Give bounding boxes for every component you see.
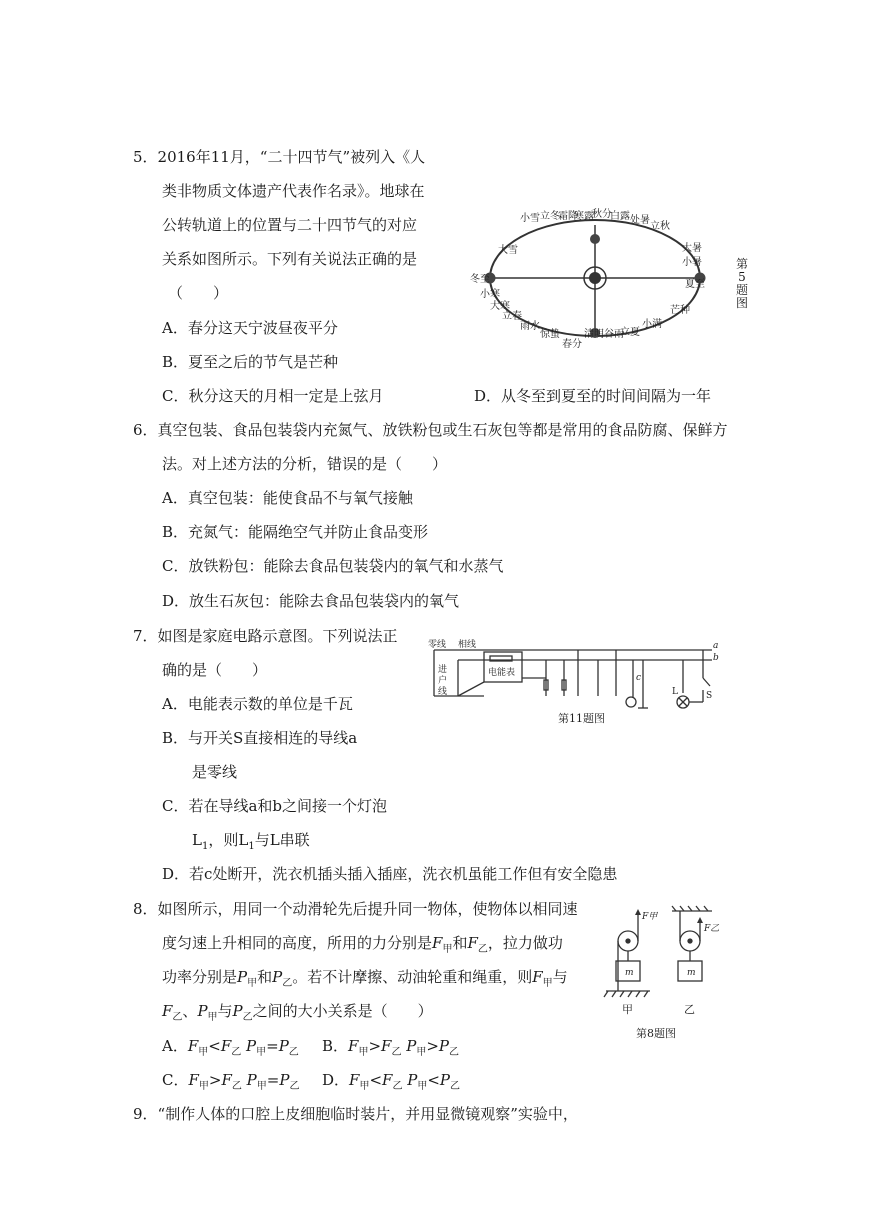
q8-option-b: B．$F_甲>F_乙$ $P_甲>P_乙$ — [322, 1037, 459, 1058]
label-force-yi: F乙 — [704, 924, 720, 934]
term-label: 秋分 — [592, 209, 612, 220]
term-label: 白露 — [610, 211, 630, 222]
q8-option-d: D．$F_甲<F_乙$ $P_甲<P_乙$ — [322, 1071, 460, 1092]
label-neutral: 零线 — [428, 640, 447, 650]
label-c: c — [636, 673, 642, 683]
label-a: a — [713, 641, 719, 651]
q6-line-1: 6．真空包装、食品包装袋内充氮气、放铁粉包或生石灰包等都是常用的食品防腐、保鲜方 — [133, 421, 728, 439]
q5-line-3: 公转轨道上的位置与二十四节气的对应 — [162, 216, 418, 234]
term-label: 大寒 — [490, 301, 510, 312]
q8-line-1: 8．如图所示，用同一个动滑轮先后提升同一物体，使物体以相同速 — [133, 900, 578, 918]
q7-option-d: D．若c处断开，洗衣机插头插入插座，洗衣机虽能工作但有安全隐患 — [162, 865, 618, 883]
label-meter: 电能表 — [488, 668, 516, 678]
label-b: b — [713, 653, 719, 663]
term-label: 立春 — [502, 311, 522, 322]
q8-line-3: 功率分别是$P_甲$和$P_乙$。若不计摩擦、动油轮重和绳重，则$F_甲$与 — [162, 968, 568, 989]
term-label: 立冬 — [540, 211, 560, 222]
term-label: 处暑 — [630, 215, 650, 226]
q8-line-2: 度匀速上升相同的高度，所用的力分别是$F_甲$和$F_乙$，拉力做功 — [162, 934, 563, 955]
q7-line-2: 确的是（ ） — [162, 661, 268, 679]
term-label: 小雪 — [520, 213, 540, 224]
term-label: 清明 — [584, 329, 604, 340]
q9-line-1: 9．“制作人体的口腔上皮细胞临时装片，并用显微镜观察”实验中， — [133, 1105, 578, 1123]
q5-option-c: C．秋分这天的月相一定是上弦月 — [162, 387, 384, 405]
q5-option-a: A．春分这天宁波昼夜平分 — [162, 319, 338, 337]
q8-line-4: $F_乙$、$P_甲$与$P_乙$之间的大小关系是（ ） — [162, 1002, 433, 1023]
label-incoming-2: 户 — [438, 676, 448, 686]
q7-circuit-figure — [428, 638, 718, 726]
term-label: 小满 — [642, 319, 662, 330]
q8-pulley-figure — [600, 905, 740, 1045]
q8-option-a: A．$F_甲<F_乙$ $P_甲=P_乙$ — [162, 1037, 299, 1058]
q7-option-b-1: B．与开关S直接相连的导线a — [162, 729, 358, 747]
label-l: L — [672, 687, 678, 697]
q5-line-4: 关系如图所示。下列有关说法正确的是 — [162, 250, 418, 268]
q5-line-2: 类非物质文体遗产代表作名录》。地球在 — [162, 182, 425, 200]
q5-option-d: D．从冬至到夏至的时间间隔为一年 — [474, 387, 712, 405]
q8-option-c: C．$F_甲>F_乙$ $P_甲=P_乙$ — [162, 1071, 300, 1092]
label-incoming-3: 线 — [438, 687, 448, 697]
term-label: 小暑 — [682, 257, 702, 268]
term-label: 春分 — [562, 339, 582, 350]
label-force-jia: F甲 — [642, 912, 658, 922]
term-label: 惊蛰 — [540, 329, 560, 340]
label-mass-jia: m — [625, 968, 634, 978]
term-label: 谷雨 — [604, 329, 624, 340]
term-label: 霜降 — [558, 211, 578, 222]
term-label: 芒种 — [670, 305, 690, 316]
q7-figure-caption: 第11题图 — [558, 712, 605, 725]
term-label: 冬至 — [470, 274, 490, 285]
q5-option-b: B．夏至之后的节气是芒种 — [162, 353, 339, 371]
term-label: 大暑 — [682, 243, 702, 254]
term-label: 小寒 — [480, 289, 500, 300]
q7-option-b-2: 是零线 — [192, 763, 238, 781]
term-label: 雨水 — [520, 321, 540, 332]
q6-option-b: B．充氮气：能隔绝空气并防止食品变形 — [162, 523, 429, 541]
q7-option-c-2: $L_1$，则$L_1$与L串联 — [192, 831, 310, 852]
q6-option-d: D．放生石灰包：能除去食品包装袋内的氧气 — [162, 592, 460, 610]
label-yi: 乙 — [684, 1003, 695, 1016]
term-label: 立秋 — [650, 221, 670, 232]
q7-line-1: 7．如图是家庭电路示意图。下列说法正 — [133, 627, 398, 645]
q5-orbit-figure — [470, 205, 722, 353]
label-jia: 甲 — [622, 1003, 633, 1016]
label-mass-yi: m — [687, 968, 696, 978]
q7-option-a: A．电能表示数的单位是千瓦 — [162, 695, 353, 713]
q6-line-2: 法。对上述方法的分析，错误的是（ ） — [162, 455, 448, 473]
label-s: S — [706, 691, 713, 701]
q5-line-5: （ ） — [168, 284, 229, 302]
label-incoming-1: 进 — [438, 665, 448, 675]
q6-option-c: C．放铁粉包：能除去食品包装袋内的氧气和水蒸气 — [162, 557, 504, 575]
label-live: 相线 — [458, 640, 477, 650]
term-label: 夏至 — [685, 279, 705, 290]
q7-option-c-1: C．若在导线a和b之间接一个灯泡 — [162, 797, 388, 815]
term-label: 立夏 — [620, 327, 640, 338]
q6-option-a: A．真空包装：能使食品不与氧气接触 — [162, 489, 413, 507]
q5-figure-caption: 第 5 题 图 — [735, 257, 748, 310]
q8-figure-caption: 第8题图 — [636, 1027, 676, 1040]
term-label: 寒露 — [574, 211, 594, 222]
term-label: 大雪 — [498, 245, 518, 256]
q5-line-1: 5．2016年11月，“二十四节气”被列入《人 — [133, 148, 426, 166]
